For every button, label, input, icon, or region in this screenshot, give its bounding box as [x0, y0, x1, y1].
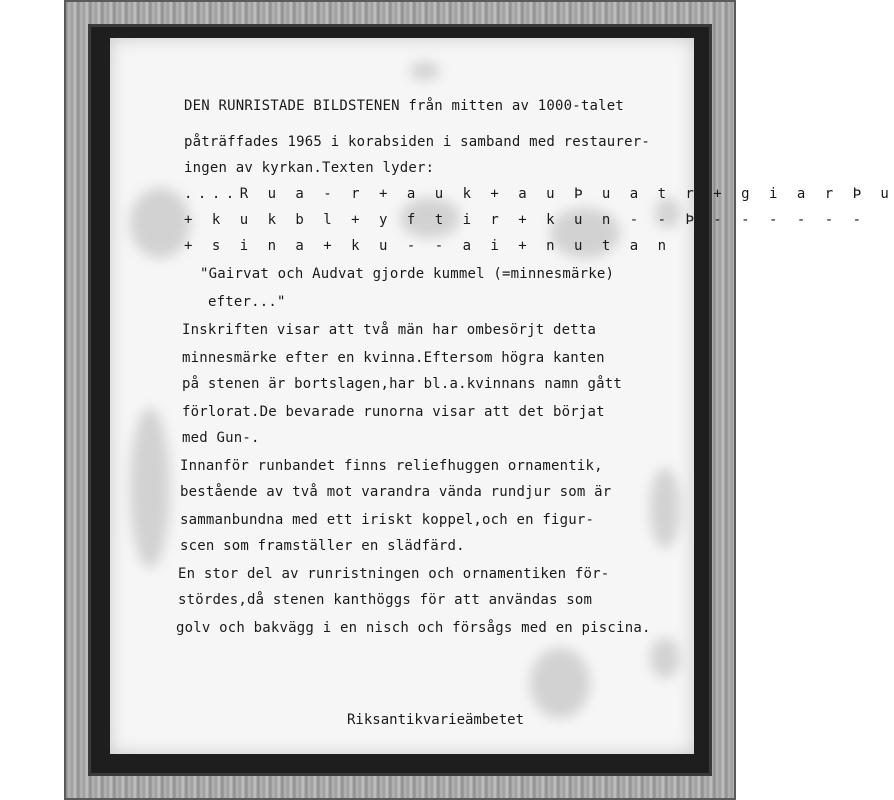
- translation-line-2: efter...": [208, 294, 286, 310]
- text-line-9: Inskriften visar att två män har ombesörjt detta: [182, 322, 597, 338]
- text-line-15: bestående av två mot varandra vända rundjur som är: [180, 484, 612, 500]
- rune-line-1: ....R u a - r + a u k + a u Þ u a t r + g i a r Þ u: [184, 186, 894, 202]
- translation-line-1: "Gairvat och Audvat gjorde kummel (=minnesmärke): [200, 266, 615, 282]
- text-line-11: på stenen är bortslagen,har bl.a.kvinnans namn gått: [182, 376, 623, 392]
- text-line-2: påträffades 1965 i korabsiden i samband med restaurer-: [184, 134, 650, 150]
- stain: [650, 638, 680, 678]
- rune-line-3: + s i n a + k u - - a i + n u t a n: [184, 238, 672, 254]
- text-line-13: med Gun-.: [182, 430, 260, 446]
- text-line-14: Innanför runbandet finns reliefhuggen ornamentik,: [180, 458, 603, 474]
- stain: [410, 62, 440, 80]
- stain: [530, 648, 590, 718]
- signature: Riksantikvarieämbetet: [347, 712, 525, 728]
- text-line-1: DEN RUNRISTADE BILDSTENEN från mitten av 1000-talet: [184, 98, 625, 114]
- text-line-16: sammanbundna med ett iriskt koppel,och en figur-: [180, 512, 595, 528]
- text-line-10: minnesmärke efter en kvinna.Eftersom högra kanten: [182, 350, 605, 366]
- stain: [130, 408, 170, 568]
- rune-line-2: + k u k b l + y f t i r + k u n - - Þ - - - - - -: [184, 212, 867, 228]
- text-line-3: ingen av kyrkan.Texten lyder:: [184, 160, 435, 176]
- text-line-20: golv och bakvägg i en nisch och försågs med en piscina.: [176, 620, 651, 636]
- text-line-18: En stor del av runristningen och ornamentiken för-: [178, 566, 610, 582]
- text-line-12: förlorat.De bevarade runorna visar att det börjat: [182, 404, 605, 420]
- stain: [130, 188, 190, 258]
- text-line-17: scen som framställer en slädfärd.: [180, 538, 465, 554]
- text-line-19: stördes,då stenen kanthöggs för att användas som: [178, 592, 593, 608]
- stain: [650, 468, 680, 548]
